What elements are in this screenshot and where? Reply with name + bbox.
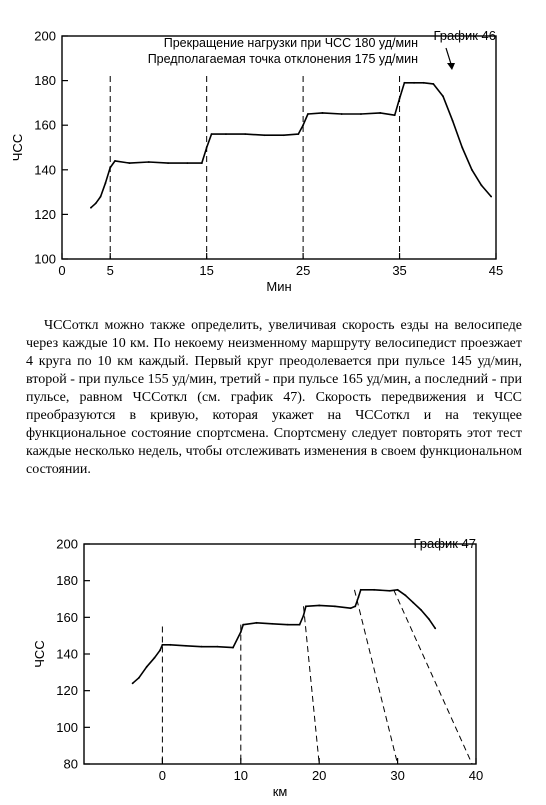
data-point xyxy=(146,666,148,668)
chart-47-svg xyxy=(0,528,546,800)
y-tick-label: 160 xyxy=(56,609,78,625)
data-point xyxy=(434,627,436,629)
data-point xyxy=(242,624,244,626)
data-point xyxy=(360,113,362,115)
data-point xyxy=(297,133,299,135)
data-point xyxy=(148,161,150,163)
y-tick-label: 100 xyxy=(56,719,78,735)
data-point xyxy=(354,605,356,607)
dashed-projection xyxy=(394,590,472,764)
data-point xyxy=(138,677,140,679)
chart-title: График 47 xyxy=(413,536,476,551)
y-tick-label: 180 xyxy=(56,573,78,589)
y-axis-label: ЧСС xyxy=(10,133,25,162)
data-point xyxy=(95,202,97,204)
chart-title: График 46 xyxy=(433,28,496,43)
data-point xyxy=(305,605,307,607)
y-tick-label: 140 xyxy=(34,162,56,178)
x-tick-label: 20 xyxy=(311,768,327,783)
body-paragraph: ЧССоткл можно также определить, увеличивая скорость езды на велосипеде через каждые 10 км. По некоему неизменному маршруту велосипедист проезжает 4 круга по 10 км каждый. Первый круг преодолевается при пульсе 145 уд/мин, второй - при пульсе 155 уд/мин, третий - при пульсе 165 уд/мин, а последний - при пульсе, равном ЧССоткл (см. график 47). Скорость передвижения и ЧСС преобразуются в кривую, которая укажет на ЧССоткл и на текущее функциональное состояние спортсмена. Спортсмену следует повторять этот тест каждые несколько недель, чтобы отслеживать изменения в своем функциональном состоянии. xyxy=(26,318,522,477)
x-tick-label: 15 xyxy=(199,263,214,278)
data-point xyxy=(162,644,164,646)
annotation-stop-load: Прекращение нагрузки при ЧСС 180 уд/мин xyxy=(163,36,418,50)
data-point xyxy=(302,124,304,126)
data-point xyxy=(322,112,324,114)
data-point xyxy=(318,605,320,607)
data-point xyxy=(159,649,161,651)
data-point xyxy=(232,647,234,649)
plot-frame xyxy=(84,544,476,764)
data-point xyxy=(105,182,107,184)
data-point xyxy=(428,618,430,620)
data-point xyxy=(216,646,218,648)
y-tick-label: 100 xyxy=(34,251,56,267)
x-tick-label: 10 xyxy=(233,768,249,783)
data-point xyxy=(490,196,492,198)
chart-46-svg xyxy=(0,0,546,300)
data-point xyxy=(186,162,188,164)
y-tick-label: 120 xyxy=(34,206,56,222)
data-point xyxy=(405,594,407,596)
data-point xyxy=(303,615,305,617)
data-point xyxy=(211,133,213,135)
annotation-arrow-head xyxy=(447,63,455,70)
y-tick-label: 180 xyxy=(34,73,56,89)
x-tick-label: 35 xyxy=(392,263,407,278)
data-point xyxy=(334,605,336,607)
x-tick-label: 0 xyxy=(158,768,167,783)
data-point xyxy=(100,196,102,198)
x-tick-label: 25 xyxy=(295,263,311,278)
data-point xyxy=(114,160,116,162)
data-point xyxy=(394,114,396,116)
data-point xyxy=(287,624,289,626)
data-point xyxy=(373,589,375,591)
data-point xyxy=(360,589,362,591)
data-point xyxy=(225,133,227,135)
data-point xyxy=(442,95,444,97)
data-point xyxy=(461,147,463,149)
y-tick-label: 120 xyxy=(56,683,78,699)
data-point xyxy=(389,590,391,592)
y-tick-label: 200 xyxy=(56,536,78,552)
data-point xyxy=(109,167,111,169)
data-point xyxy=(201,646,203,648)
data-point xyxy=(403,82,405,84)
chart-graph-46 xyxy=(0,0,546,300)
data-point xyxy=(423,82,425,84)
data-point xyxy=(299,624,301,626)
data-point xyxy=(420,609,422,611)
data-point xyxy=(132,682,134,684)
data-point xyxy=(90,207,92,209)
y-tick-label: 200 xyxy=(34,28,56,44)
y-axis-label: ЧСС xyxy=(32,640,47,668)
data-point xyxy=(432,83,434,85)
x-axis-label: Мин xyxy=(266,279,292,294)
data-point xyxy=(271,623,273,625)
chart-graph-47 xyxy=(0,528,546,800)
data-point xyxy=(185,645,187,647)
data-point xyxy=(413,82,415,84)
data-point xyxy=(256,622,258,624)
x-tick-label: 45 xyxy=(488,263,504,278)
data-point xyxy=(358,596,360,598)
heart-rate-line xyxy=(133,590,436,684)
data-point xyxy=(283,134,285,136)
x-tick-label: 0 xyxy=(58,263,66,278)
data-point xyxy=(379,112,381,114)
data-point xyxy=(129,162,131,164)
data-point xyxy=(201,162,203,164)
data-point xyxy=(169,644,171,646)
data-point xyxy=(399,98,401,100)
data-point xyxy=(350,607,352,609)
annotation-deflection-point: Предполагаемая точка отклонения 175 уд/мин xyxy=(147,52,418,66)
data-point xyxy=(244,133,246,135)
data-point xyxy=(452,120,454,122)
data-point xyxy=(481,185,483,187)
x-tick-label: 40 xyxy=(468,768,484,783)
data-point xyxy=(397,589,399,591)
dashed-projection xyxy=(354,590,397,764)
annotation-arrow-shaft xyxy=(446,48,451,64)
data-point xyxy=(167,162,169,164)
y-tick-label: 80 xyxy=(63,756,78,772)
data-point xyxy=(206,147,208,149)
x-tick-label: 30 xyxy=(390,768,405,783)
data-point xyxy=(341,113,343,115)
x-axis-label: км xyxy=(272,784,288,799)
data-point xyxy=(264,134,266,136)
y-tick-label: 160 xyxy=(34,117,56,133)
data-point xyxy=(154,657,156,659)
data-point xyxy=(412,602,414,604)
x-tick-label: 5 xyxy=(106,263,114,278)
y-tick-label: 140 xyxy=(56,646,78,662)
data-point xyxy=(240,631,242,633)
dashed-projection xyxy=(304,606,320,764)
data-point xyxy=(471,169,473,171)
plot-frame xyxy=(62,36,496,259)
heart-rate-line xyxy=(91,83,491,208)
data-point xyxy=(307,113,309,115)
